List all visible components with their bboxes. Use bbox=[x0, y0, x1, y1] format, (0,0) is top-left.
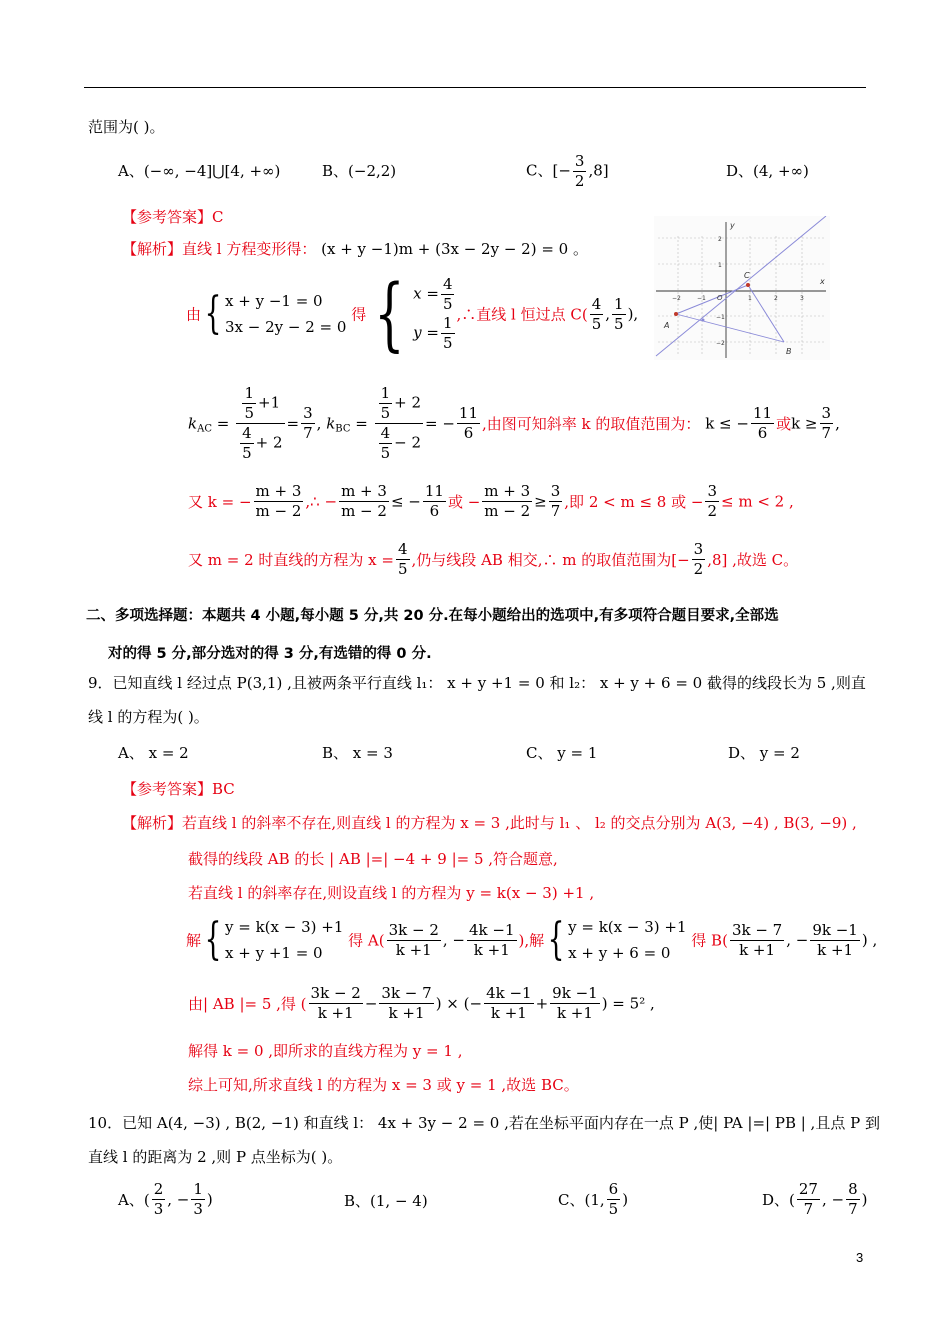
q8-system-line: 由{ x + y −1 = 0 3x − 2y − 2 = 0 得 { x = $\frac{4}{5}$ y = $\frac{1}{5}$ ,∴直线 l 恒过点 C( $\frac{4}{5}$ , $\frac{1}{5}$ ), bbox=[186, 267, 639, 360]
q9-analysis-line7: 综上可知,所求直线 l 的方程为 x = 3 或 y = 1 ,故选 BC。 bbox=[188, 1076, 579, 1094]
q10-option-d: D、( $\frac{27}{7}$ , − $\frac{8}{7}$ ) bbox=[762, 1180, 868, 1218]
tick-y-1: 1 bbox=[718, 262, 722, 269]
q9-analysis-line6: 解得 k = 0 ,即所求的直线方程为 y = 1 , bbox=[188, 1042, 463, 1060]
q9-option-c: C、 y = 1 bbox=[526, 744, 598, 762]
q9-analysis-line2: 截得的线段 AB 的长 | AB |=| −4 + 9 |= 5 ,符合题意, bbox=[188, 850, 558, 868]
q10-option-c: C、(1, $\frac{6}{5}$ ) bbox=[558, 1180, 629, 1218]
tick-neg1: −1 bbox=[697, 295, 706, 302]
q8-option-d: D、(4, +∞) bbox=[726, 162, 809, 180]
coordinate-figure bbox=[654, 216, 830, 360]
q9-analysis-line3: 若直线 l 的斜率存在,则设直线 l 的方程为 y = k(x − 3) +1 , bbox=[188, 884, 595, 902]
tick-2: 2 bbox=[774, 295, 778, 302]
q8-option-b: B、(−2,2) bbox=[322, 162, 397, 180]
tick-y-neg1: −1 bbox=[716, 314, 725, 321]
tick-1: 1 bbox=[748, 295, 752, 302]
q10-option-a: A、( $\frac{2}{3}$ , − $\frac{1}{3}$ ) bbox=[118, 1180, 213, 1218]
label-o: O bbox=[717, 294, 723, 302]
q8-m-range-line: 又 k = − $\frac{m + 3}{m - 2}$ ,∴ − $\frac{m + 3}{m - 2}$ ≤ − $\frac{11}{6}$ 或 − $\frac{m + 3}{m - 2}$ ≥ $\frac{3}{7}$ ,即 2 < m ≤ 8 或 − $\frac{3}{2}$ ≤ m < 2 , bbox=[188, 482, 794, 520]
tick-y-neg2: −2 bbox=[716, 340, 725, 347]
x-axis-label: x bbox=[820, 277, 825, 286]
q10-stem-line1: 10．已知 A(4, −3) , B(2, −1) 和直线 l： 4x + 3y − 2 = 0 ,若在坐标平面内存在一点 P ,使| PA |=| PB | ,且点 P 到 bbox=[88, 1114, 880, 1132]
q9-option-a: A、 x = 2 bbox=[118, 744, 189, 762]
q9-stem-line2: 线 l 的方程为( )。 bbox=[88, 708, 209, 726]
q8-stem-tail: 范围为( )。 bbox=[88, 118, 165, 136]
tick-neg2: −2 bbox=[672, 295, 681, 302]
q8-conclusion-line: 又 m = 2 时直线的方程为 x = $\frac{4}{5}$ ,仍与线段 AB 相交,∴ m 的取值范围为[− $\frac{3}{2}$ ,8] ,故选 C。 bbox=[188, 540, 799, 578]
q8-answer: 【参考答案】C bbox=[122, 208, 224, 226]
label-c: C bbox=[744, 271, 750, 280]
q8-slope-line: $k_{AC}$ = $\frac{1}{5}$ +1 $\frac{4}{5}$ + 2 = $\frac{3}{7}$ , $k_{BC}$ = $\frac{1}{5}$ + 2 $\frac{4}{5}$ − 2 = − $\frac{11}{6}$ ,由图可知斜率 k 的取值范围为： k ≤ − $\frac{11}{6}$ 或k ≥ $\frac{3}{7}$ , bbox=[188, 384, 840, 462]
section2-line2: 对的得 5 分,部分选对的得 3 分,有选错的得 0 分. bbox=[108, 646, 432, 662]
header-rule bbox=[84, 87, 866, 88]
q9-answer: 【参考答案】BC bbox=[122, 780, 235, 798]
point-mid bbox=[702, 319, 705, 322]
y-axis-label: y bbox=[730, 221, 735, 230]
q9-analysis-line1: 【解析】若直线 l 的斜率不存在,则直线 l 的方程为 x = 3 ,此时与 l₁ 、 l₂ 的交点分别为 A(3, −4) , B(3, −9) , bbox=[122, 814, 857, 832]
q9-analysis-line5: 由| AB |= 5 ,得 ( $\frac{3k - 2}{k +1}$ − $\frac{3k - 7}{k +1}$ ) × (− $\frac{4k -1}{k +1}$ + $\frac{9k -1}{k +1}$ ) = 5² , bbox=[188, 984, 655, 1022]
q8-option-c: C、[− $\frac{3}{2}$ ,8] bbox=[526, 152, 609, 190]
q8-analysis-line1: 【解析】直线 l 方程变形得： (x + y −1)m + (3x − 2y − 2) = 0 。 bbox=[122, 240, 588, 258]
label-b: B bbox=[786, 347, 792, 356]
point-c bbox=[746, 283, 750, 287]
tick-3: 3 bbox=[800, 295, 804, 302]
q10-option-b: B、(1, − 4) bbox=[344, 1192, 428, 1210]
q9-stem-line1: 9．已知直线 l 经过点 P(3,1) ,且被两条平行直线 l₁： x + y +1 = 0 和 l₂： x + y + 6 = 0 截得的线段长为 5 ,则直 bbox=[88, 674, 866, 692]
q9-option-b: B、 x = 3 bbox=[322, 744, 393, 762]
tick-y-2: 2 bbox=[718, 236, 722, 243]
q9-option-d: D、 y = 2 bbox=[728, 744, 800, 762]
q8-option-a: A、(−∞, −4]⋃[4, +∞) bbox=[118, 162, 281, 180]
q10-stem-line2: 直线 l 的距离为 2 ,则 P 点坐标为( )。 bbox=[88, 1148, 343, 1166]
section2-line1: 二、多项选择题：本题共 4 小题,每小题 5 分,共 20 分.在每小题给出的选项中,有多项符合题目要求,全部选 bbox=[86, 608, 779, 624]
page-number: 3 bbox=[856, 1250, 864, 1265]
point-a bbox=[674, 312, 678, 316]
q9-analysis-line4: 解{ y = k(x − 3) +1 x + y +1 = 0 得 A( $\frac{3k - 2}{k +1}$ , − $\frac{4k -1}{k +1}$ ),解{ y = k(x − 3) +1 x + y + 6 = 0 得 B( $\frac{3k - 7}{k +1}$ , − $\frac{9k -1}{k +1}$ ) , bbox=[186, 914, 878, 965]
label-a: A bbox=[664, 321, 670, 330]
figure-background bbox=[654, 216, 830, 360]
